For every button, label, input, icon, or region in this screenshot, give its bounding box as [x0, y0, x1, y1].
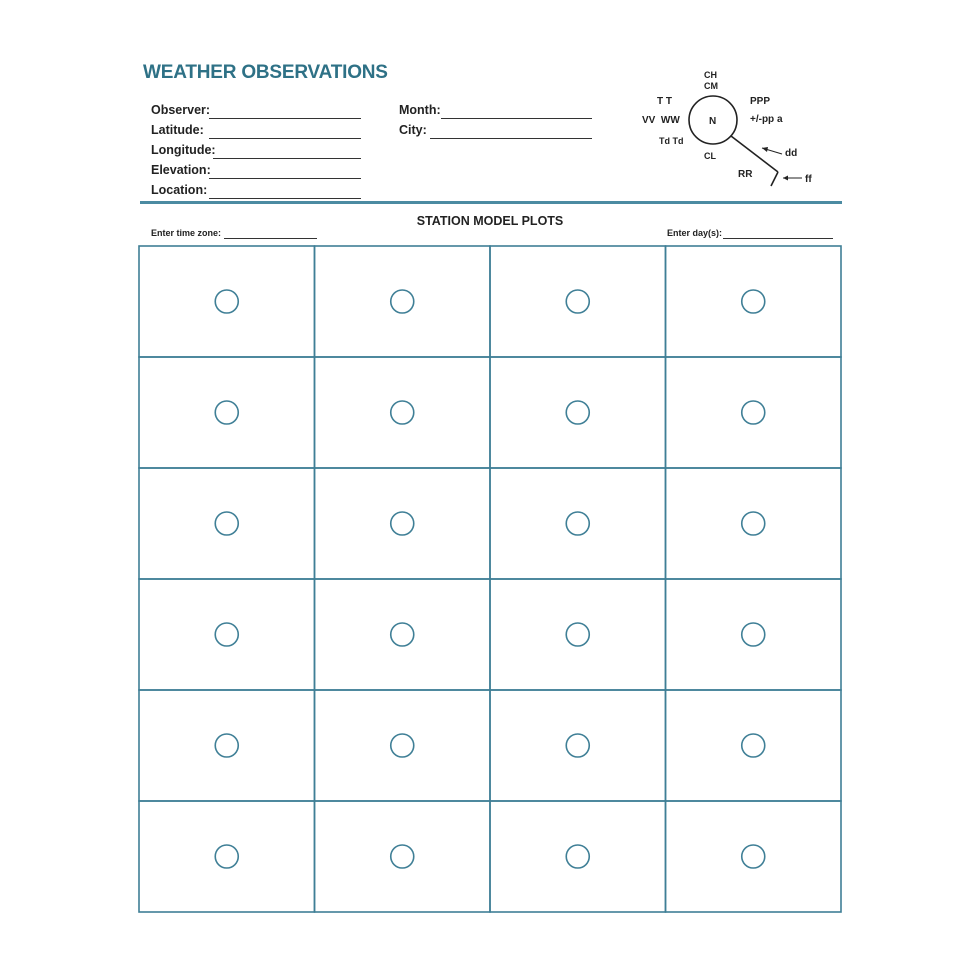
station-circle-icon[interactable]	[215, 623, 238, 646]
key-ff: ff	[805, 174, 812, 185]
time-zone-field[interactable]	[151, 228, 321, 240]
station-circle-icon[interactable]	[391, 623, 414, 646]
station-model-key-diagram	[630, 60, 840, 200]
station-circle-icon[interactable]	[742, 734, 765, 757]
station-circle-icon[interactable]	[566, 623, 589, 646]
elevation-label: Elevation:	[151, 163, 211, 177]
page-title: WEATHER OBSERVATIONS	[143, 62, 388, 83]
latitude-line[interactable]	[209, 138, 361, 139]
station-model-plots-heading: STATION MODEL PLOTS	[416, 214, 564, 228]
plot-cell[interactable]	[490, 690, 666, 801]
location-line[interactable]	[209, 198, 361, 199]
key-td-td: Td Td	[659, 136, 684, 146]
key-rr: RR	[738, 169, 753, 180]
plot-cell[interactable]	[315, 690, 491, 801]
plot-cell[interactable]	[139, 468, 315, 579]
key-cm: CM	[704, 81, 718, 91]
plot-cell[interactable]	[139, 690, 315, 801]
station-circle-icon[interactable]	[391, 734, 414, 757]
wind-barb-icon	[771, 172, 778, 186]
key-pp-a: +/-pp a	[750, 114, 783, 125]
month-field[interactable]	[399, 103, 594, 119]
wind-shaft-icon	[731, 136, 778, 172]
elevation-field[interactable]	[151, 163, 363, 179]
key-dd: dd	[785, 148, 798, 159]
month-label: Month:	[399, 103, 441, 117]
longitude-line[interactable]	[213, 158, 361, 159]
station-circle-icon[interactable]	[742, 290, 765, 313]
key-ppp: PPP	[750, 96, 771, 107]
observer-label: Observer:	[151, 103, 211, 117]
observer-field[interactable]	[151, 103, 363, 119]
key-n: N	[709, 116, 717, 127]
plot-cell[interactable]	[666, 468, 842, 579]
header-divider	[140, 201, 842, 204]
station-circle-icon[interactable]	[566, 734, 589, 757]
plot-cell[interactable]	[315, 468, 491, 579]
plot-cell[interactable]	[139, 246, 315, 357]
plot-cell[interactable]	[315, 357, 491, 468]
key-ch: CH	[704, 70, 717, 80]
station-circle-icon[interactable]	[215, 290, 238, 313]
plot-cell[interactable]	[490, 579, 666, 690]
plot-cell[interactable]	[315, 579, 491, 690]
plot-cell[interactable]	[139, 357, 315, 468]
station-circle-icon[interactable]	[742, 401, 765, 424]
plot-cell[interactable]	[490, 468, 666, 579]
station-model-grid	[138, 245, 842, 913]
latitude-field[interactable]	[151, 123, 363, 139]
plot-cell[interactable]	[139, 579, 315, 690]
key-cl: CL	[704, 151, 716, 161]
station-circle-icon[interactable]	[566, 845, 589, 868]
city-field[interactable]	[399, 123, 594, 139]
plot-cell[interactable]	[139, 801, 315, 912]
station-circle-icon[interactable]	[215, 845, 238, 868]
month-line[interactable]	[441, 118, 592, 119]
key-vv-ww: VV WW	[642, 115, 680, 126]
station-circle-icon[interactable]	[742, 623, 765, 646]
station-circle-icon[interactable]	[742, 512, 765, 535]
location-label: Location:	[151, 183, 208, 197]
plot-cell[interactable]	[666, 357, 842, 468]
days-line[interactable]	[723, 238, 833, 239]
time-zone-line[interactable]	[224, 238, 317, 239]
station-circle-icon[interactable]	[742, 845, 765, 868]
station-circle-icon[interactable]	[566, 512, 589, 535]
elevation-line[interactable]	[209, 178, 361, 179]
plot-cell[interactable]	[666, 801, 842, 912]
plot-cell[interactable]	[666, 246, 842, 357]
longitude-label: Longitude:	[151, 143, 216, 157]
plot-cell[interactable]	[490, 801, 666, 912]
station-circle-icon[interactable]	[391, 401, 414, 424]
station-circle-icon[interactable]	[566, 401, 589, 424]
observer-line[interactable]	[209, 118, 361, 119]
station-circle-icon[interactable]	[391, 845, 414, 868]
station-circle-icon[interactable]	[215, 401, 238, 424]
latitude-label: Latitude:	[151, 123, 204, 137]
plot-cell[interactable]	[315, 801, 491, 912]
ff-arrowhead-icon	[783, 176, 788, 181]
station-circle-icon[interactable]	[215, 512, 238, 535]
city-label: City:	[399, 123, 427, 137]
key-tt: T T	[657, 96, 672, 107]
plot-cell[interactable]	[666, 579, 842, 690]
station-circle-icon[interactable]	[391, 290, 414, 313]
city-line[interactable]	[430, 138, 592, 139]
longitude-field[interactable]	[151, 143, 363, 159]
location-field[interactable]	[151, 183, 363, 199]
days-label: Enter day(s):	[667, 228, 723, 238]
station-circle-icon[interactable]	[215, 734, 238, 757]
days-field[interactable]	[667, 228, 837, 240]
plot-cell[interactable]	[490, 357, 666, 468]
station-circle-icon[interactable]	[391, 512, 414, 535]
time-zone-label: Enter time zone:	[151, 228, 222, 238]
plot-cell[interactable]	[666, 690, 842, 801]
plot-cell[interactable]	[315, 246, 491, 357]
plot-cell[interactable]	[490, 246, 666, 357]
station-circle-icon[interactable]	[566, 290, 589, 313]
